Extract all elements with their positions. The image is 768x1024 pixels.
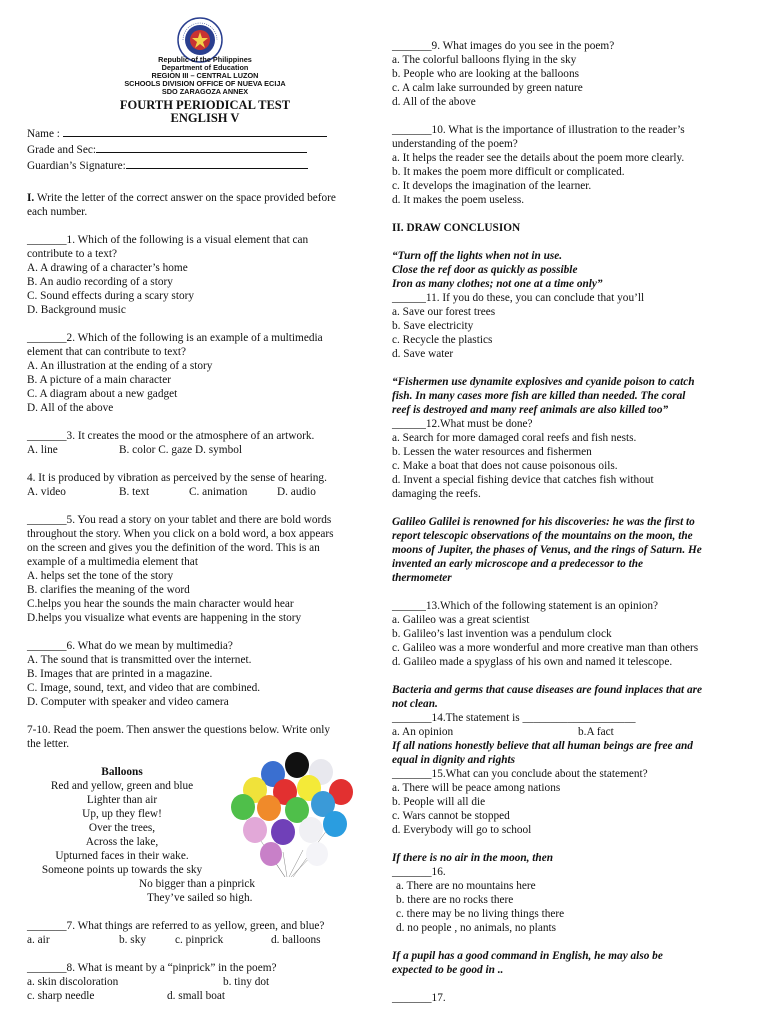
q14-stem: _______14.The statement is ____________________	[392, 712, 636, 724]
poem-instruction-2: the letter.	[27, 738, 70, 750]
q8-option-b: b. tiny dot	[223, 976, 270, 988]
q4-option-d: D. audio	[277, 486, 316, 498]
question-3	[27, 429, 383, 457]
poem-line: Someone points up towards the sky	[41, 864, 203, 876]
q11-option-d: d. Save water	[392, 348, 454, 360]
header-annex: SDO ZARAGOZA ANNEX	[161, 87, 249, 96]
q3-stem: _______3. It creates the mood or the atmosphere of an artwork.	[27, 430, 315, 442]
part1-instruction-line2: each number.	[27, 206, 88, 218]
q6-option-a: A. The sound that is transmitted over the internet.	[27, 654, 252, 666]
q16-option-d: d. no people , no animals, no plants	[396, 922, 557, 934]
q12-option-a: a. Search for more damaged coral reefs and fish nests.	[392, 432, 637, 444]
q7-option-b: b. sky	[119, 934, 146, 946]
q3-option-c: C. gaze	[158, 444, 193, 456]
q7-option-d: d. balloons	[271, 934, 321, 946]
q2-stem-2: element that can contribute to text?	[27, 346, 187, 358]
question-16	[392, 865, 742, 935]
q4-stem: 4. It is produced by vibration as perceived by the sense of hearing.	[27, 472, 327, 484]
q15-option-a: a. There will be peace among nations	[392, 782, 561, 794]
part2-title: II. DRAW CONCLUSION	[392, 222, 521, 234]
q9-option-d: d. All of the above	[392, 96, 476, 108]
q12-option-d: d. Invent a special fishing device that catches fish without	[392, 474, 654, 486]
right-column	[392, 0, 742, 1005]
poem-title: Balloons	[101, 766, 143, 778]
q7-options	[27, 933, 383, 947]
q5-stem-2: throughout the story. When you click on a bold word, a box appears	[27, 528, 334, 540]
q5-stem-4: example of a multimedia element that	[27, 556, 198, 568]
q6-option-d: D. Computer with speaker and video camera	[27, 696, 229, 708]
name-field[interactable]: Name :	[27, 125, 383, 141]
q15-option-c: c. Wars cannot be stopped	[392, 810, 510, 822]
q4-option-b: B. text	[119, 486, 150, 498]
q4-option-c: C. animation	[189, 486, 248, 498]
header-country: Republic of the Philippines	[158, 55, 252, 64]
q8-option-d: d. small boat	[167, 990, 226, 1002]
poem-line: They’ve sailed so high.	[147, 892, 253, 904]
passage-17: If a pupil has a good command in English, he may also be expected to be good in ..	[392, 950, 663, 976]
q3-option-a: A. line	[27, 444, 58, 456]
poem-line: Red and yellow, green and blue	[50, 780, 194, 792]
poem-line: Lighter than air	[86, 794, 158, 806]
header-department: Department of Education	[161, 63, 249, 72]
question-14	[392, 711, 742, 739]
q4-option-a: A. video	[27, 486, 66, 498]
q10-stem: _______10. What is the importance of illustration to the reader’s	[392, 124, 685, 136]
q2-option-d: D. All of the above	[27, 402, 114, 414]
q8-option-c: c. sharp needle	[27, 990, 95, 1002]
q9-stem: _______9. What images do you see in the poem?	[392, 40, 615, 52]
q2-option-c: C. A diagram about a new gadget	[27, 388, 178, 400]
question-5	[27, 513, 383, 625]
question-2	[27, 331, 383, 415]
q14-option-a: a. An opinion	[392, 726, 454, 738]
question-8	[27, 961, 383, 1003]
q9-option-c: c. A calm lake surrounded by green nature	[392, 82, 583, 94]
q1-option-d: D. Background music	[27, 304, 126, 316]
question-11	[392, 291, 742, 361]
balloons-illustration	[225, 752, 361, 884]
q9-option-a: a. The colorful balloons flying in the sky	[392, 54, 577, 66]
q10-option-b: b. It makes the poem more difficult or complicated.	[392, 166, 625, 178]
q3-option-d: D. symbol	[194, 444, 243, 456]
part1-instruction: I. Write the letter of the correct answer on the space provided before	[27, 192, 336, 204]
passage-15: If all nations honestly believe that all human beings are free and equal in dignity and rights	[392, 740, 693, 766]
q13-option-d: d. Galileo made a spyglass of his own and named it telescope.	[392, 656, 673, 668]
q6-option-c: C. Image, sound, text, and video that are combined.	[27, 682, 261, 694]
q15-option-b: b. People will all die	[392, 796, 486, 808]
q12-option-b: b. Lessen the water resources and fishermen	[392, 446, 592, 458]
header-region: REGION III – CENTRAL LUZON	[151, 71, 259, 80]
q15-option-d: d. Everybody will go to school	[392, 824, 532, 836]
q7-stem: _______7. What things are referred to as yellow, green, and blue?	[27, 920, 325, 932]
q5-stem: _______5. You read a story on your tablet and there are bold words	[27, 514, 332, 526]
q4-options	[27, 485, 383, 499]
q12-stem: ______12.What must be done?	[392, 418, 533, 430]
poem-line: Upturned faces in their wake.	[55, 850, 189, 862]
q15-stem: _______15.What can you conclude about the statement?	[392, 768, 648, 780]
passage-12: “Fishermen use dynamite explosives and cyanide poison to catch fish. In many cases more fish are killed than needed. The coral reef is destroyed and many reef animals are also killed too”	[392, 376, 695, 416]
q7-option-a: a. air	[27, 934, 50, 946]
passage-11: “Turn off the lights when not in use. Close the ref door as quickly as possible Iron as many clothes; not one at a time only”	[392, 250, 603, 290]
q1-option-c: C. Sound effects during a scary story	[27, 290, 195, 302]
q1-stem-2: contribute to a text?	[27, 248, 118, 260]
q5-option-c: C.helps you hear the sounds the main character would hear	[27, 598, 294, 610]
q5-option-d: D.helps you visualize what events are happening in the story	[27, 612, 302, 624]
question-12	[392, 417, 742, 501]
q1-option-b: B. An audio recording of a story	[27, 276, 173, 288]
q2-option-b: B. A picture of a main character	[27, 374, 171, 386]
passage-14: Bacteria and germs that cause diseases are found inplaces that are not clean.	[392, 684, 703, 710]
passage-13: Galileo Galilei is renowned for his discoveries: he was the first to report telescopic observations of the mountains on the moon, the moons of Jupiter, the phases of Venus, and the rings of Saturn. He invented an early microscope and a predecessor to the thermometer	[392, 516, 702, 584]
question-10	[392, 123, 742, 207]
q13-option-c: c. Galileo was a more wonderful and more creative man than others	[392, 642, 699, 654]
question-6	[27, 639, 383, 709]
q16-option-b: b. there are no rocks there	[396, 894, 514, 906]
q14-option-b: b.A fact	[578, 726, 614, 738]
passage-16: If there is no air in the moon, then	[392, 852, 554, 864]
q10-option-c: c. It develops the imagination of the learner.	[392, 180, 592, 192]
test-title: FOURTH PERIODICAL TEST	[119, 98, 291, 112]
question-9	[392, 39, 742, 109]
poem-line: Across the lake,	[85, 836, 159, 848]
question-15	[392, 767, 742, 837]
q13-stem: ______13.Which of the following statement is an opinion?	[392, 600, 659, 612]
q8-stem: _______8. What is meant by a “pinprick” in the poem?	[27, 962, 277, 974]
grade-section-field[interactable]: Grade and Sec:	[27, 141, 383, 157]
header-division: SCHOOLS DIVISION OFFICE OF NUEVA ECIJA	[124, 79, 286, 88]
q12-option-c: c. Make a boat that does not cause poisonous oils.	[392, 460, 618, 472]
q3-option-b: B. color	[119, 444, 156, 456]
guardian-signature-field[interactable]: Guardian’s Signature:	[27, 157, 383, 173]
q7-option-c: c. pinprick	[175, 934, 224, 946]
q6-stem: _______6. What do we mean by multimedia?	[27, 640, 233, 652]
q11-option-c: c. Recycle the plastics	[392, 334, 493, 346]
question-4	[27, 471, 383, 499]
poem	[27, 765, 256, 905]
q1-option-a: A. A drawing of a character’s home	[27, 262, 188, 274]
question-13	[392, 599, 742, 669]
q12-option-d-2: damaging the reefs.	[392, 488, 481, 500]
q13-option-a: a. Galileo was a great scientist	[392, 614, 530, 626]
q11-option-a: a. Save our forest trees	[392, 306, 496, 318]
q2-option-a: A. An illustration at the ending of a story	[27, 360, 213, 372]
poem-line: No bigger than a pinprick	[139, 878, 256, 890]
q11-option-b: b. Save electricity	[392, 320, 474, 332]
q2-stem: _______2. Which of the following is an example of a multimedia	[27, 332, 323, 344]
poem-line: Over the trees,	[88, 822, 156, 834]
q9-option-b: b. People who are looking at the balloons	[392, 68, 579, 80]
q16-stem: _______16.	[392, 866, 446, 878]
q6-option-b: B. Images that are printed in a magazine.	[27, 668, 213, 680]
subject-title: ENGLISH V	[170, 111, 240, 125]
q3-options	[27, 443, 383, 457]
poem-instruction: 7-10. Read the poem. Then answer the questions below. Write only	[27, 724, 331, 736]
q5-option-b: B. clarifies the meaning of the word	[27, 584, 190, 596]
q5-option-a: A. helps set the tone of the story	[27, 570, 174, 582]
q10-stem-2: understanding of the poem?	[392, 138, 518, 150]
q16-option-a: a. There are no mountains here	[396, 880, 536, 892]
q17-stem: _______17.	[392, 992, 446, 1004]
q8-option-a: a. skin discoloration	[27, 976, 119, 988]
question-7	[27, 919, 383, 947]
q1-stem: _______1. Which of the following is a visual element that can	[27, 234, 309, 246]
q10-option-d: d. It makes the poem useless.	[392, 194, 525, 206]
q13-option-b: b. Galileo’s last invention was a pendulum clock	[392, 628, 612, 640]
question-1	[27, 233, 383, 317]
q10-option-a: a. It helps the reader see the details about the poem more clearly.	[392, 152, 685, 164]
q16-option-c: c. there may be no living things there	[396, 908, 565, 920]
q11-stem: ______11. If you do these, you can conclude that you’ll	[392, 292, 645, 304]
poem-line: Up, up they flew!	[82, 808, 162, 820]
q5-stem-3: on the screen and gives you the definition of the word. This is an	[27, 542, 320, 554]
